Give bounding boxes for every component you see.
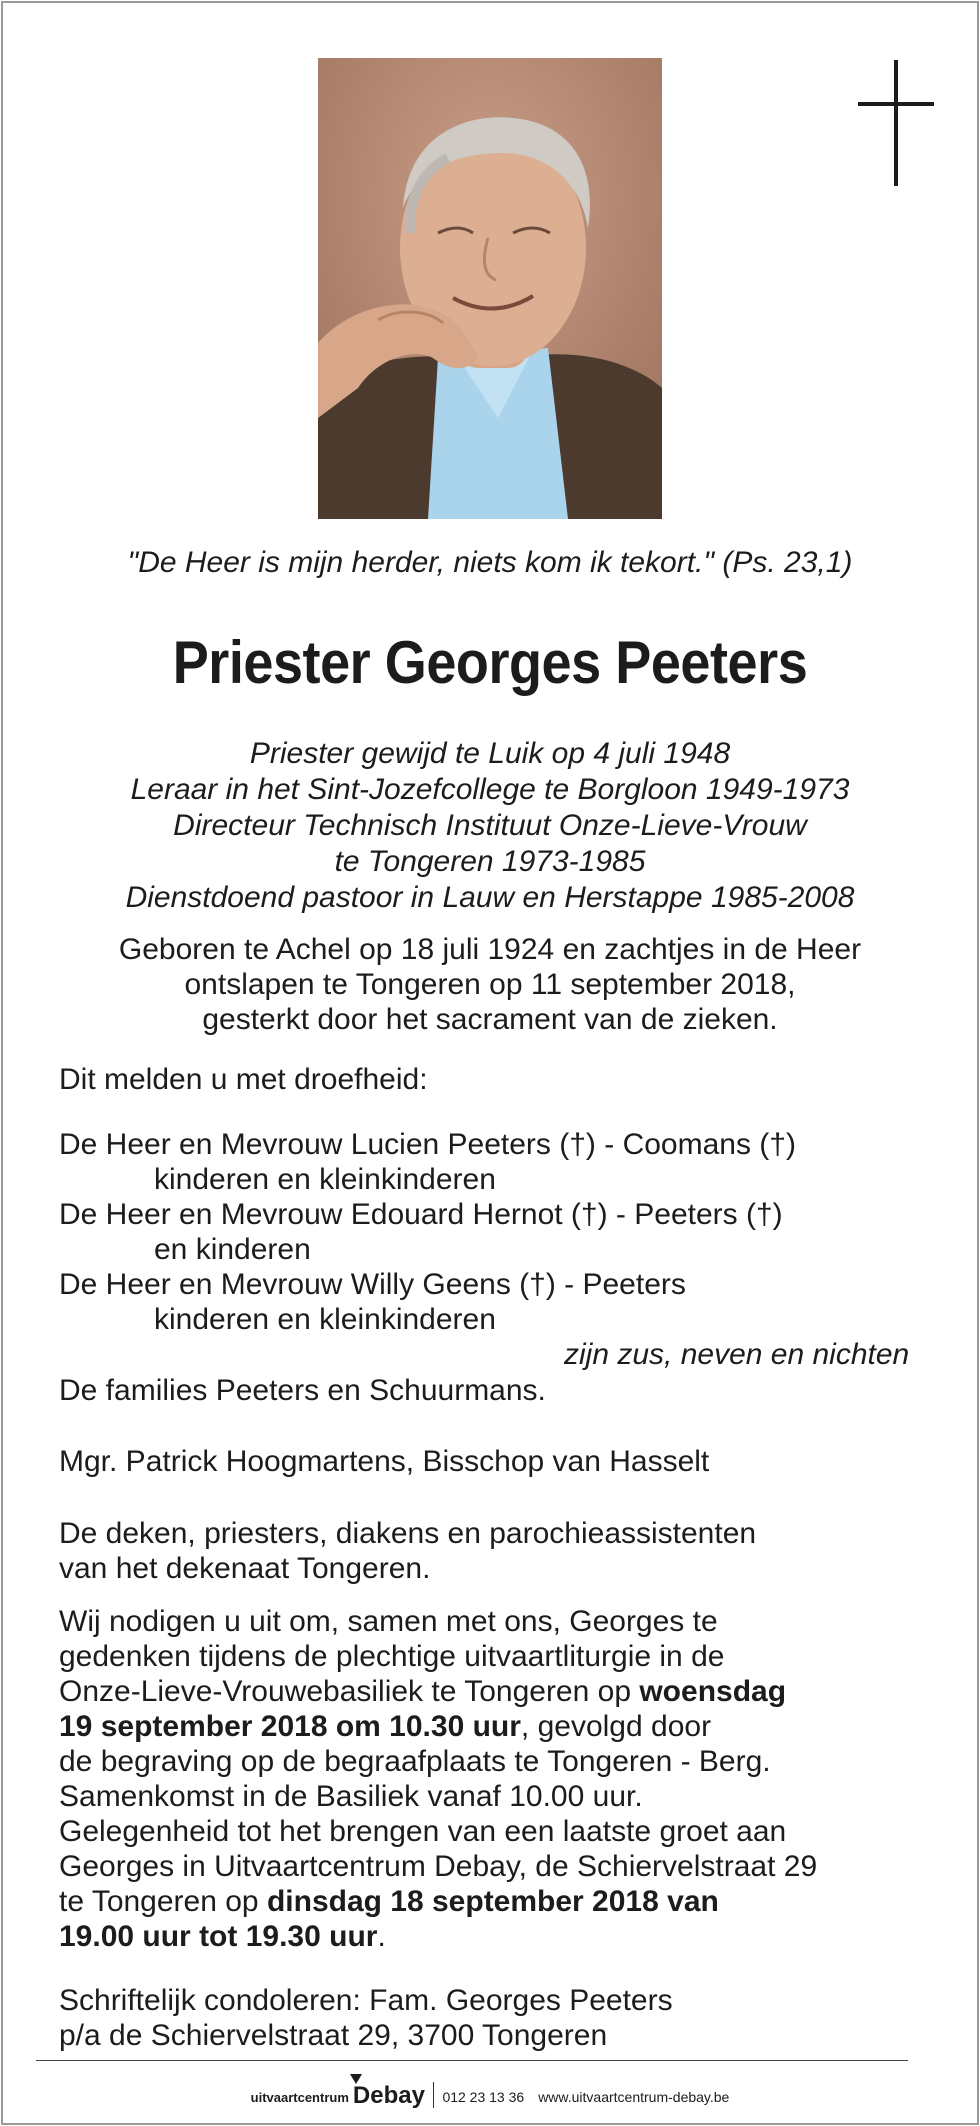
- invite-line: [59, 1884, 817, 1919]
- birth-death-text: [0, 932, 980, 1037]
- career-line: Leraar in het Sint-Jozefcollege te Borgloon 1949-1973: [130, 773, 850, 806]
- invite-line: [59, 1674, 817, 1709]
- family-sub: kinderen en kleinkinderen: [154, 1163, 496, 1196]
- invite-line: Samenkomst in de Basiliek vanaf 10.00 uur.: [59, 1780, 643, 1813]
- footer-brand: [353, 2084, 425, 2108]
- footer-label: uitvaartcentrum: [250, 2090, 349, 2105]
- cross-icon: [858, 60, 934, 186]
- invite-text: , gevolgd door: [520, 1710, 712, 1743]
- footer-separator: [433, 2082, 435, 2108]
- invite-text: Onze-Lieve-Vrouwebasiliek te Tongeren op: [59, 1675, 640, 1708]
- brand-triangle-icon: [350, 2074, 362, 2084]
- invite-line: [59, 1919, 817, 1954]
- clergy-text: [59, 1516, 756, 1586]
- invite-line: Wij nodigen u uit om, samen met ons, Georges te: [59, 1605, 718, 1638]
- visitation-time: 19.00 uur tot 19.30 uur: [59, 1920, 378, 1953]
- invite-line: Gelegenheid tot het brengen van een laatste groet aan: [59, 1815, 787, 1848]
- career-line: Directeur Technisch Instituut Onze-Lieve-Vrouw: [173, 809, 807, 842]
- born-line: Geboren te Achel op 18 juli 1924 en zachtjes in de Heer: [118, 933, 862, 966]
- family-sub: en kinderen: [154, 1233, 311, 1266]
- footer-website[interactable]: www.uitvaartcentrum-debay.be: [538, 2089, 730, 2105]
- invite-line: Georges in Uitvaartcentrum Debay, de Schiervelstraat 29: [59, 1850, 818, 1883]
- family-list: [59, 1127, 796, 1337]
- families-text: De families Peeters en Schuurmans.: [59, 1374, 546, 1407]
- family-line: De Heer en Mevrouw Edouard Hernot (†) - Peeters (†): [59, 1198, 783, 1231]
- footer-phone: 012 23 13 36: [442, 2089, 525, 2105]
- funeral-datetime: 19 september 2018 om 10.30 uur: [59, 1710, 521, 1743]
- brand-name: Debay: [352, 2082, 425, 2109]
- funeral-invitation: [59, 1604, 817, 1954]
- condolence-text: [59, 1983, 673, 2053]
- born-line: gesterkt door het sacrament van de zieken.: [202, 1003, 778, 1036]
- career-line: te Tongeren 1973-1985: [334, 845, 646, 878]
- clergy-line: De deken, priesters, diakens en parochieassistenten: [59, 1517, 757, 1550]
- invite-line: [59, 1709, 817, 1744]
- invite-line: de begraving op de begraafplaats te Tongeren - Berg.: [59, 1745, 771, 1778]
- visitation-date: dinsdag 18 september 2018 van: [266, 1885, 719, 1918]
- condolence-line: Schriftelijk condoleren: Fam. Georges Peeters: [59, 1984, 673, 2017]
- invite-line: gedenken tijdens de plechtige uitvaartliturgie in de: [59, 1640, 725, 1673]
- announce-text: Dit melden u met droefheid:: [59, 1063, 428, 1096]
- family-line: De Heer en Mevrouw Willy Geens (†) - Peeters: [59, 1268, 686, 1301]
- career-list: [0, 736, 980, 916]
- condolence-line: p/a de Schiervelstraat 29, 3700 Tongeren: [59, 2019, 608, 2052]
- invite-text: te Tongeren op: [59, 1885, 267, 1918]
- deceased-name: Priester Georges Peeters: [172, 629, 808, 696]
- funeral-day: woensdag: [639, 1675, 787, 1708]
- career-line: Priester gewijd te Luik op 4 juli 1948: [249, 737, 731, 770]
- bishop-text: Mgr. Patrick Hoogmartens, Bisschop van Hasselt: [59, 1445, 710, 1478]
- relatives-text: zijn zus, neven en nichten: [564, 1338, 910, 1371]
- clergy-line: van het dekenaat Tongeren.: [59, 1552, 431, 1585]
- footer: [0, 2074, 980, 2108]
- career-line: Dienstdoend pastoor in Lauw en Herstappe 1985-2008: [125, 881, 855, 914]
- invite-text: .: [377, 1920, 386, 1953]
- family-line: De Heer en Mevrouw Lucien Peeters (†) - Coomans (†): [59, 1128, 796, 1161]
- born-line: ontslapen te Tongeren op 11 september 2018,: [184, 968, 796, 1001]
- footer-divider: [36, 2060, 908, 2061]
- bible-quote: "De Heer is mijn herder, niets kom ik tekort." (Ps. 23,1): [127, 546, 853, 579]
- family-sub: kinderen en kleinkinderen: [154, 1303, 496, 1336]
- portrait-photo: [318, 58, 662, 519]
